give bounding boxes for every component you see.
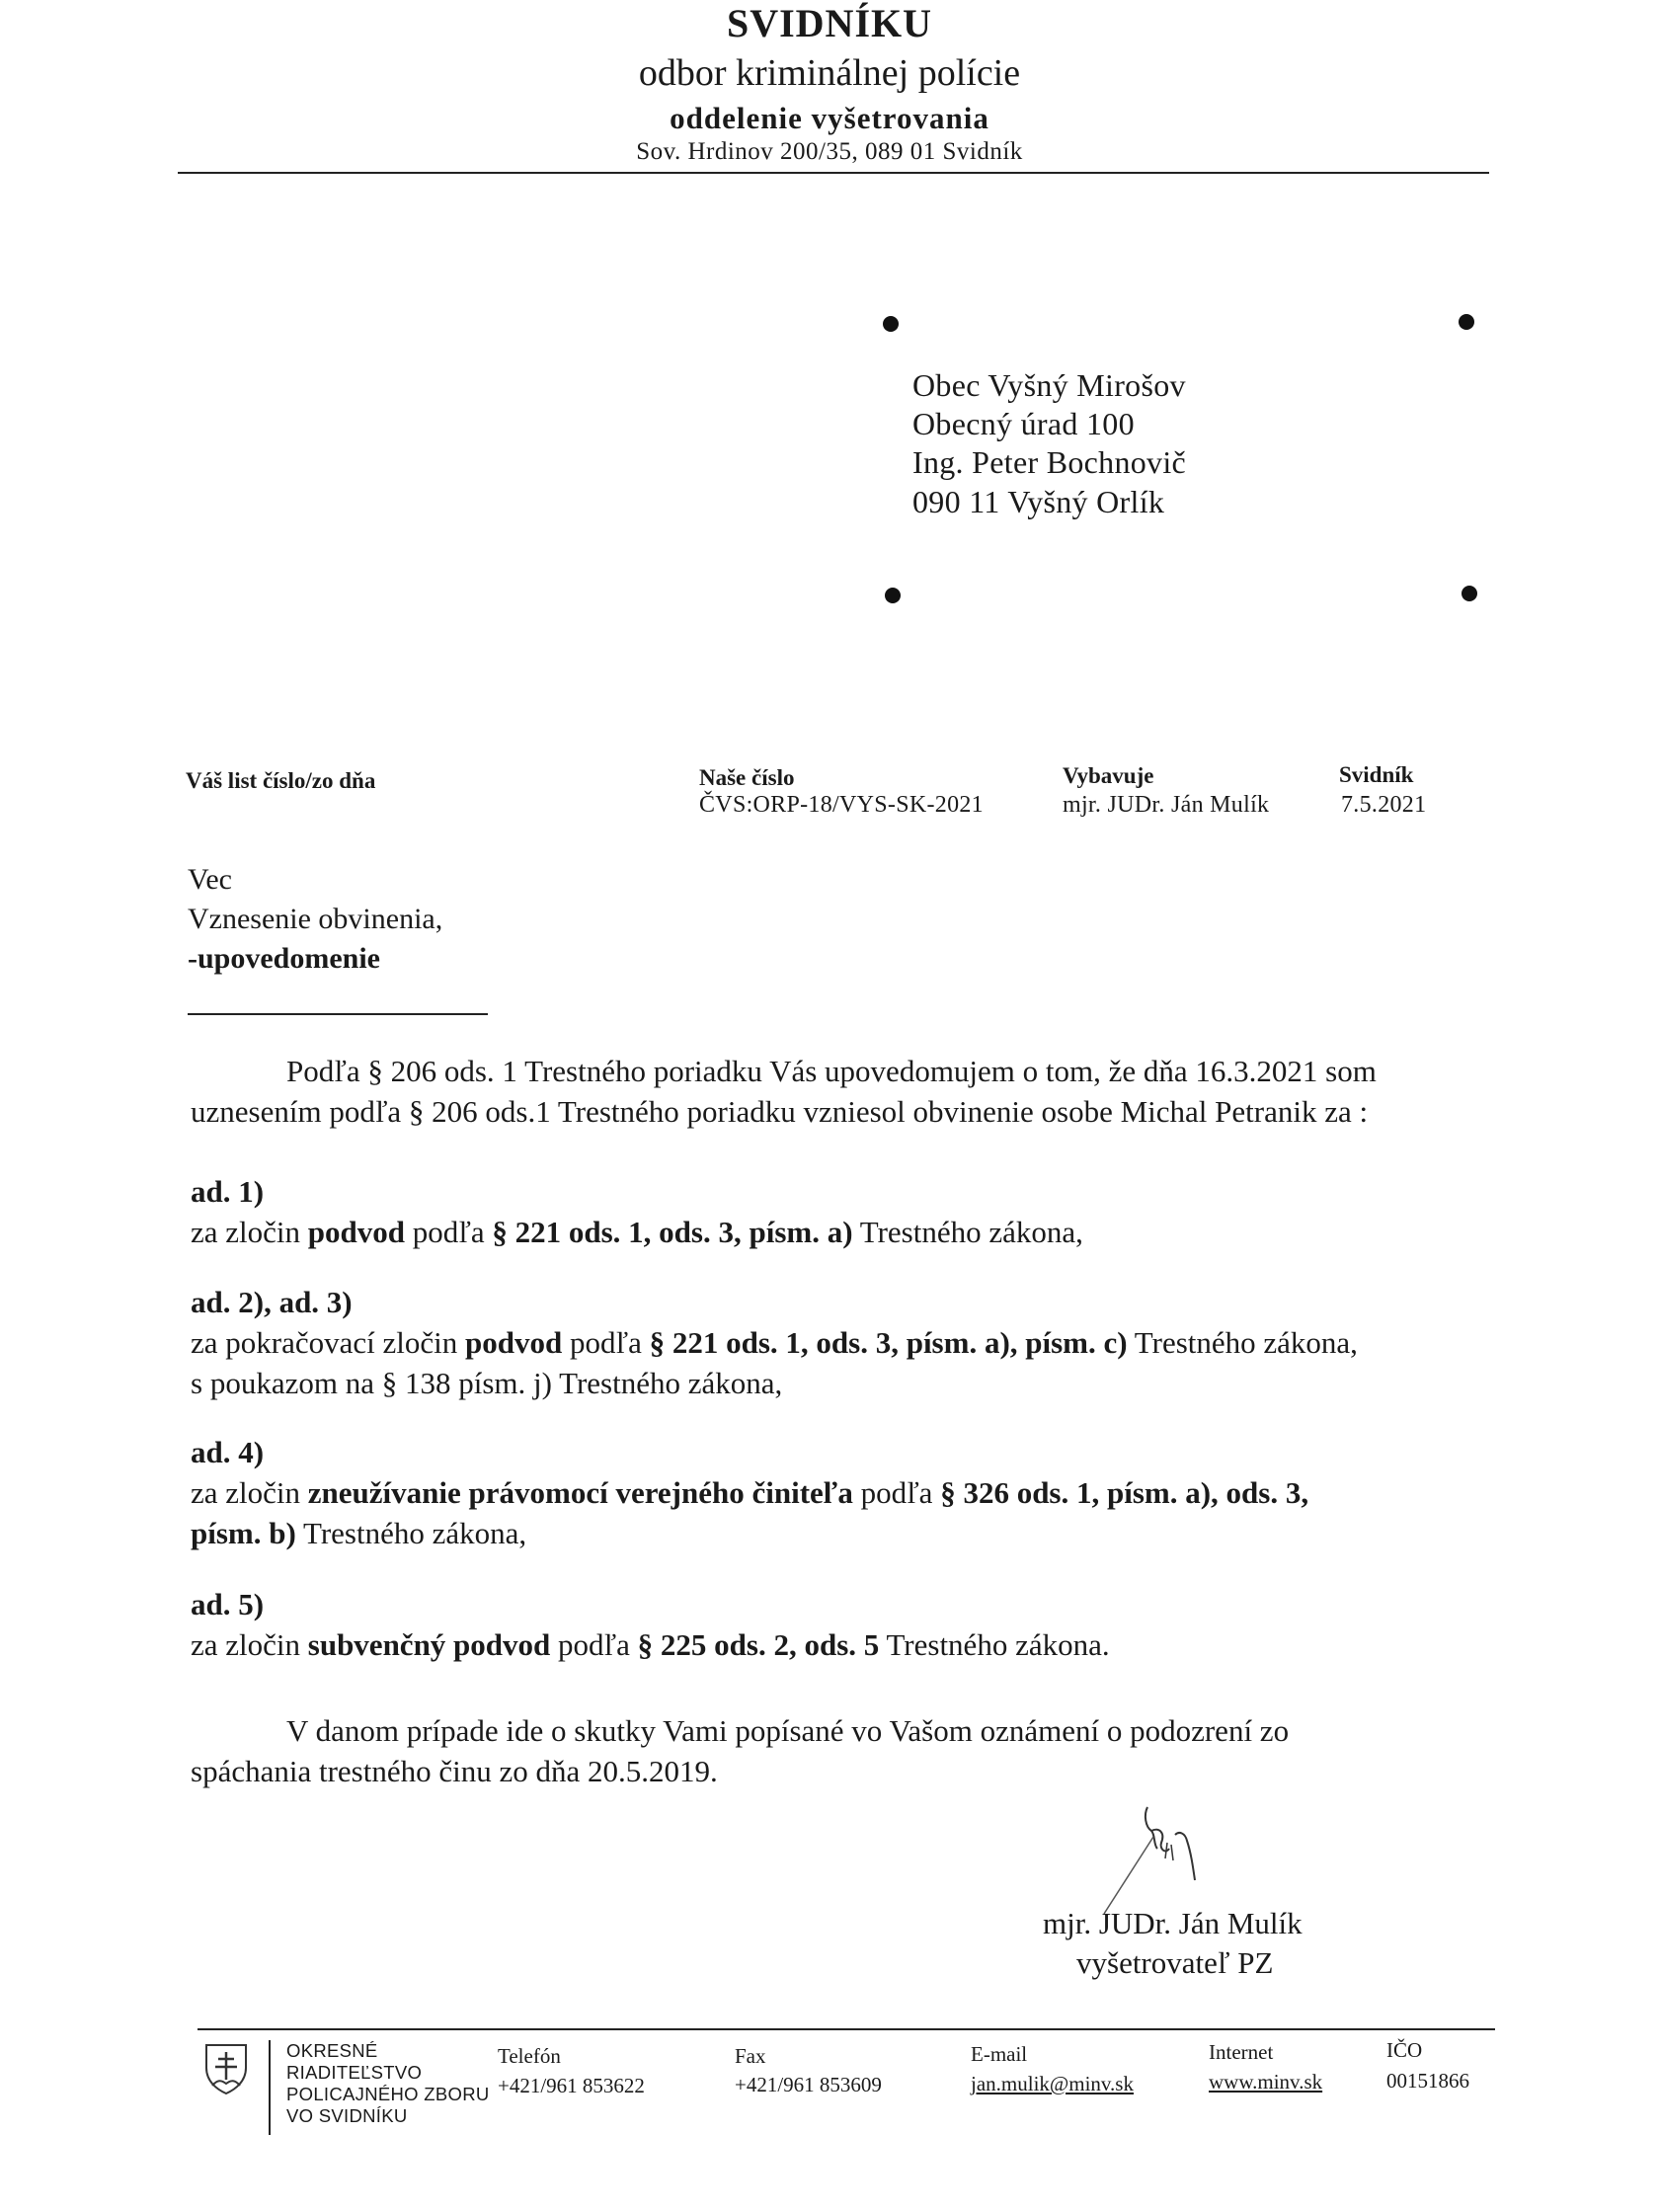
charge-ad1 xyxy=(191,1171,1492,1252)
intro-line: uznesením podľa § 206 ods.1 Trestného poriadku vzniesol obvinenie osobe Michal Petranik za : xyxy=(191,1094,1369,1129)
signatory-role: vyšetrovateľ PZ xyxy=(1076,1945,1274,1980)
charge-text: za zločin subvenčný podvod podľa § 225 ods. 2, ods. 5 Trestného zákona. xyxy=(191,1627,1110,1662)
charge-ad5 xyxy=(191,1584,1492,1665)
letter-date: 7.5.2021 xyxy=(1341,792,1427,818)
footer-ico-value: 00151866 xyxy=(1386,2069,1469,2093)
signatory-name: mjr. JUDr. Ján Mulík xyxy=(1043,1906,1303,1940)
subject-line: Vznesenie obvinenia, xyxy=(188,903,443,935)
letterhead-subdepartment: oddelenie vyšetrovania xyxy=(670,101,989,135)
letterhead-divider xyxy=(178,172,1489,174)
closing-line: V danom prípade ide o skutky Vami popísané vo Vašom oznámení o podozrení zo xyxy=(286,1713,1290,1748)
our-number-value: ČVS:ORP-18/VYS-SK-2021 xyxy=(699,792,984,818)
charge-ad2-ad3 xyxy=(191,1282,1492,1403)
your-letter-label: Váš list číslo/zo dňa xyxy=(186,768,376,793)
charge-ad4 xyxy=(191,1432,1492,1553)
subject-line-bold: -upovedomenie xyxy=(188,942,380,975)
letterhead-department: odbor kriminálnej polície xyxy=(638,52,1021,94)
handled-by-label: Vybavuje xyxy=(1063,763,1154,788)
recipient-line: Obec Vyšný Mirošov xyxy=(912,367,1186,403)
footer-divider xyxy=(198,2028,1495,2030)
closing-paragraph xyxy=(191,1710,1492,1791)
closing-line: spáchania trestného činu zo dňa 20.5.2019. xyxy=(191,1754,718,1788)
charge-heading: ad. 4) xyxy=(191,1435,265,1469)
our-number-label: Naše číslo xyxy=(699,765,795,790)
footer-phone-label: Telefón xyxy=(498,2044,561,2068)
footer-internet-link[interactable]: www.minv.sk xyxy=(1209,2070,1323,2094)
window-mark-top-left xyxy=(883,316,899,332)
charge-text: za pokračovací zločin podvod podľa § 221 ods. 1, ods. 3, písm. a), písm. c) Trestného zákona, xyxy=(191,1325,1358,1360)
recipient-line: 090 11 Vyšný Orlík xyxy=(912,484,1165,519)
footer-fax-label: Fax xyxy=(735,2044,766,2068)
letterhead-address: Sov. Hrdinov 200/35, 089 01 Svidník xyxy=(636,138,1023,165)
footer-ico-label: IČO xyxy=(1386,2038,1423,2062)
letterhead-title: SVIDNÍKU xyxy=(726,1,933,45)
window-mark-bottom-right xyxy=(1462,586,1477,601)
recipient-line: Ing. Peter Bochnovič xyxy=(912,444,1187,480)
footer-email-label: E-mail xyxy=(971,2042,1028,2066)
recipient-line: Obecný úrad 100 xyxy=(912,406,1135,441)
subject-underline xyxy=(188,1013,488,1015)
window-mark-top-right xyxy=(1459,314,1474,330)
footer-separator xyxy=(269,2040,271,2135)
intro-line: Podľa § 206 ods. 1 Trestného poriadku Vás upovedomujem o tom, že dňa 16.3.2021 som xyxy=(286,1054,1377,1088)
handled-by-value: mjr. JUDr. Ján Mulík xyxy=(1063,792,1270,818)
charge-heading: ad. 1) xyxy=(191,1174,265,1209)
footer-fax-value: +421/961 853609 xyxy=(735,2073,882,2096)
intro-paragraph xyxy=(191,1051,1492,1132)
charge-heading: ad. 2), ad. 3) xyxy=(191,1285,353,1319)
place-label: Svidník xyxy=(1339,762,1414,787)
charge-heading: ad. 5) xyxy=(191,1587,265,1621)
footer-phone-value: +421/961 853622 xyxy=(498,2074,645,2097)
window-mark-bottom-left xyxy=(885,588,901,603)
charge-text: písm. b) Trestného zákona, xyxy=(191,1516,527,1550)
charge-text: s poukazom na § 138 písm. j) Trestného zákona, xyxy=(191,1366,783,1400)
charge-text: za zločin zneužívanie právomocí verejného činiteľa podľa § 326 ods. 1, písm. a), ods. 3, xyxy=(191,1475,1309,1510)
footer-organization: OKRESNÉ RIADITEĽSTVO POLICAJNÉHO ZBORU VO SVIDNÍKU xyxy=(286,2040,490,2126)
subject-label: Vec xyxy=(188,863,232,896)
coat-of-arms-icon xyxy=(203,2042,249,2095)
footer-email-link[interactable]: jan.mulik@minv.sk xyxy=(971,2072,1134,2095)
charge-text: za zločin podvod podľa § 221 ods. 1, ods. 3, písm. a) Trestného zákona, xyxy=(191,1215,1083,1249)
footer-internet-label: Internet xyxy=(1209,2040,1274,2064)
